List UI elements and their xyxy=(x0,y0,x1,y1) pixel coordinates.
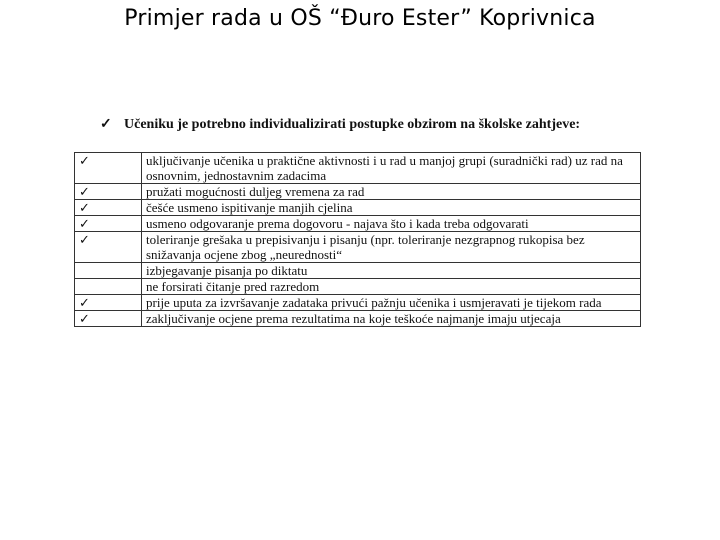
table-row xyxy=(75,200,641,216)
checkmark-icon: ✓ xyxy=(75,184,142,200)
row-text: uključivanje učenika u praktične aktivnosti i u rad u manjoj grupi (suradnički rad) uz rad na osnovnim, jednostavnim zadacima xyxy=(142,153,641,184)
row-text: ne forsirati čitanje pred razredom xyxy=(142,279,641,295)
row-text: prije uputa za izvršavanje zadataka privući pažnju učenika i usmjeravati je tijekom rada xyxy=(142,295,641,311)
checkmark-icon: ✓ xyxy=(75,232,142,263)
row-text: toleriranje grešaka u prepisivanju i pisanju (npr. toleriranje nezgrapnog rukopisa bez snižavanja ocjene zbog „neurednosti“ xyxy=(142,232,641,263)
checkmark-icon: ✓ xyxy=(75,200,142,216)
table-row xyxy=(75,184,641,200)
checkmark-icon xyxy=(75,279,142,295)
document-heading xyxy=(100,116,580,133)
row-text: usmeno odgovaranje prema dogovoru - najava što i kada treba odgovarati xyxy=(142,216,641,232)
checkmark-icon: ✓ xyxy=(100,117,112,132)
table-row xyxy=(75,263,641,279)
table-row xyxy=(75,311,641,327)
checkmark-icon: ✓ xyxy=(75,311,142,327)
table-row xyxy=(75,279,641,295)
row-text: pružati mogućnosti duljeg vremena za rad xyxy=(142,184,641,200)
checkmark-icon: ✓ xyxy=(75,216,142,232)
heading-text: Učeniku je potrebno individualizirati postupke obzirom na školske zahtjeve: xyxy=(124,117,581,132)
row-text: češće usmeno ispitivanje manjih cjelina xyxy=(142,200,641,216)
slide-title: Primjer rada u OŠ “Đuro Ester” Koprivnica xyxy=(124,6,596,31)
table-row xyxy=(75,232,641,263)
table-row xyxy=(75,295,641,311)
table-row xyxy=(75,216,641,232)
row-text: izbjegavanje pisanja po diktatu xyxy=(142,263,641,279)
checkmark-icon: ✓ xyxy=(75,295,142,311)
table-row xyxy=(75,153,641,184)
checklist-table xyxy=(74,152,641,327)
checkmark-icon: ✓ xyxy=(75,153,142,184)
checkmark-icon xyxy=(75,263,142,279)
row-text: zaključivanje ocjene prema rezultatima na koje teškoće najmanje imaju utjecaja xyxy=(142,311,641,327)
